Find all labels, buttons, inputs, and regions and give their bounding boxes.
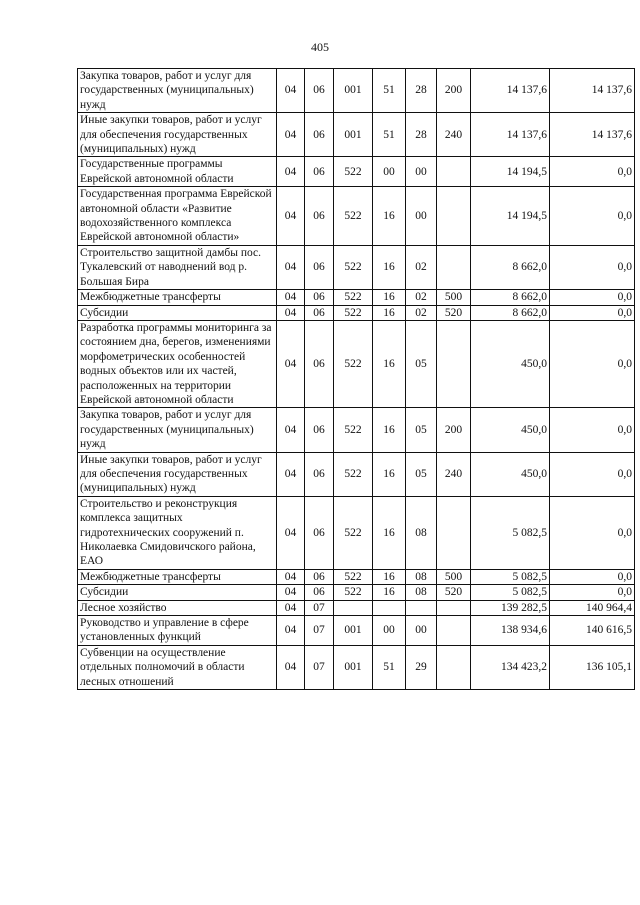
row-target-code-3 xyxy=(406,600,437,615)
table-row xyxy=(78,645,635,689)
table-row xyxy=(78,305,635,320)
row-target-code-3: 08 xyxy=(406,496,437,569)
row-target-code-2: 51 xyxy=(373,69,406,113)
row-target-code-1: 522 xyxy=(334,496,373,569)
table-row xyxy=(78,452,635,496)
row-target-code-3: 29 xyxy=(406,645,437,689)
row-subsection-code: 07 xyxy=(305,645,334,689)
row-target-code-3: 05 xyxy=(406,320,437,407)
row-target-code-3: 05 xyxy=(406,408,437,452)
row-section-code: 04 xyxy=(277,616,305,646)
row-expense-type-code xyxy=(437,496,471,569)
row-amount-year-1: 8 662,0 xyxy=(471,305,550,320)
row-target-code-1: 522 xyxy=(334,452,373,496)
row-target-code-1: 001 xyxy=(334,645,373,689)
row-target-code-3: 02 xyxy=(406,305,437,320)
row-amount-year-1: 450,0 xyxy=(471,408,550,452)
row-expense-type-code: 200 xyxy=(437,69,471,113)
row-amount-year-1: 5 082,5 xyxy=(471,496,550,569)
row-expense-type-code: 240 xyxy=(437,452,471,496)
row-target-code-1: 522 xyxy=(334,585,373,600)
row-amount-year-1: 8 662,0 xyxy=(471,290,550,305)
row-subsection-code: 06 xyxy=(305,496,334,569)
row-subsection-code: 06 xyxy=(305,320,334,407)
row-amount-year-1: 134 423,2 xyxy=(471,645,550,689)
row-target-code-2 xyxy=(373,600,406,615)
row-section-code: 04 xyxy=(277,569,305,584)
row-expense-type-code xyxy=(437,600,471,615)
row-target-code-2: 16 xyxy=(373,452,406,496)
table-row xyxy=(78,113,635,157)
row-amount-year-2: 14 137,6 xyxy=(550,69,635,113)
row-amount-year-1: 14 137,6 xyxy=(471,69,550,113)
row-amount-year-1: 139 282,5 xyxy=(471,600,550,615)
row-subsection-code: 06 xyxy=(305,408,334,452)
table-row xyxy=(78,187,635,246)
row-amount-year-2: 0,0 xyxy=(550,569,635,584)
row-name: Межбюджетные трансферты xyxy=(78,290,277,305)
row-amount-year-1: 8 662,0 xyxy=(471,245,550,289)
row-expense-type-code xyxy=(437,157,471,187)
row-name: Субвенции на осуществление отдельных полномочий в области лесных отношений xyxy=(78,645,277,689)
row-target-code-2: 16 xyxy=(373,585,406,600)
row-section-code: 04 xyxy=(277,245,305,289)
row-target-code-1 xyxy=(334,600,373,615)
row-target-code-1: 522 xyxy=(334,290,373,305)
table-row xyxy=(78,69,635,113)
table-row xyxy=(78,600,635,615)
row-target-code-1: 522 xyxy=(334,320,373,407)
row-name: Лесное хозяйство xyxy=(78,600,277,615)
row-section-code: 04 xyxy=(277,305,305,320)
row-amount-year-1: 14 194,5 xyxy=(471,187,550,246)
row-amount-year-2: 0,0 xyxy=(550,157,635,187)
row-amount-year-2: 140 964,4 xyxy=(550,600,635,615)
row-section-code: 04 xyxy=(277,452,305,496)
row-section-code: 04 xyxy=(277,320,305,407)
row-target-code-3: 00 xyxy=(406,187,437,246)
row-section-code: 04 xyxy=(277,290,305,305)
row-target-code-3: 05 xyxy=(406,452,437,496)
row-subsection-code: 06 xyxy=(305,245,334,289)
row-target-code-1: 522 xyxy=(334,408,373,452)
row-section-code: 04 xyxy=(277,600,305,615)
row-target-code-1: 001 xyxy=(334,69,373,113)
row-subsection-code: 06 xyxy=(305,113,334,157)
table-row xyxy=(78,320,635,407)
table-row xyxy=(78,245,635,289)
row-amount-year-2: 0,0 xyxy=(550,305,635,320)
table-row xyxy=(78,616,635,646)
row-name: Межбюджетные трансферты xyxy=(78,569,277,584)
row-amount-year-1: 5 082,5 xyxy=(471,585,550,600)
page-number: 405 xyxy=(311,40,329,54)
row-name: Закупка товаров, работ и услуг для государственных (муниципальных) нужд xyxy=(78,408,277,452)
table-row xyxy=(78,157,635,187)
row-section-code: 04 xyxy=(277,408,305,452)
row-amount-year-2: 0,0 xyxy=(550,187,635,246)
row-amount-year-1: 450,0 xyxy=(471,452,550,496)
table-row xyxy=(78,290,635,305)
row-name: Государственная программа Еврейской автономной области «Развитие водохозяйственного комплекса Еврейской автономной области» xyxy=(78,187,277,246)
row-amount-year-2: 0,0 xyxy=(550,496,635,569)
row-name: Государственные программы Еврейской автономной области xyxy=(78,157,277,187)
row-subsection-code: 06 xyxy=(305,157,334,187)
row-subsection-code: 06 xyxy=(305,452,334,496)
row-subsection-code: 07 xyxy=(305,600,334,615)
row-target-code-1: 522 xyxy=(334,569,373,584)
row-target-code-1: 522 xyxy=(334,157,373,187)
row-target-code-2: 16 xyxy=(373,305,406,320)
row-amount-year-1: 450,0 xyxy=(471,320,550,407)
row-section-code: 04 xyxy=(277,496,305,569)
row-amount-year-2: 0,0 xyxy=(550,585,635,600)
row-subsection-code: 06 xyxy=(305,187,334,246)
row-subsection-code: 06 xyxy=(305,69,334,113)
row-amount-year-1: 14 194,5 xyxy=(471,157,550,187)
row-section-code: 04 xyxy=(277,69,305,113)
row-name: Субсидии xyxy=(78,585,277,600)
row-amount-year-2: 0,0 xyxy=(550,245,635,289)
row-subsection-code: 06 xyxy=(305,569,334,584)
table-row xyxy=(78,408,635,452)
row-target-code-2: 00 xyxy=(373,616,406,646)
row-name: Иные закупки товаров, работ и услуг для обеспечения государственных (муниципальных) нужд xyxy=(78,113,277,157)
row-target-code-1: 522 xyxy=(334,187,373,246)
row-target-code-2: 51 xyxy=(373,645,406,689)
row-expense-type-code: 500 xyxy=(437,290,471,305)
row-expense-type-code xyxy=(437,245,471,289)
budget-table xyxy=(77,68,635,690)
row-amount-year-2: 136 105,1 xyxy=(550,645,635,689)
row-target-code-3: 02 xyxy=(406,290,437,305)
row-name: Иные закупки товаров, работ и услуг для обеспечения государственных (муниципальных) нужд xyxy=(78,452,277,496)
row-expense-type-code xyxy=(437,645,471,689)
row-expense-type-code: 520 xyxy=(437,305,471,320)
row-subsection-code: 06 xyxy=(305,290,334,305)
row-name: Руководство и управление в сфере установленных функций xyxy=(78,616,277,646)
row-target-code-2: 16 xyxy=(373,320,406,407)
table-row xyxy=(78,496,635,569)
row-name: Строительство защитной дамбы пос. Тукалевский от наводнений вод р. Большая Бира xyxy=(78,245,277,289)
row-section-code: 04 xyxy=(277,113,305,157)
row-section-code: 04 xyxy=(277,187,305,246)
row-target-code-3: 02 xyxy=(406,245,437,289)
row-target-code-3: 28 xyxy=(406,69,437,113)
row-target-code-2: 16 xyxy=(373,290,406,305)
row-amount-year-2: 0,0 xyxy=(550,320,635,407)
row-target-code-2: 51 xyxy=(373,113,406,157)
row-target-code-2: 16 xyxy=(373,569,406,584)
row-target-code-3: 08 xyxy=(406,585,437,600)
row-amount-year-2: 0,0 xyxy=(550,452,635,496)
row-name: Разработка программы мониторинга за состоянием дна, берегов, изменениями морфометрических особенностей водных объектов или их частей, расположенных на территории Еврейской автономной области xyxy=(78,320,277,407)
table-row xyxy=(78,585,635,600)
row-amount-year-1: 14 137,6 xyxy=(471,113,550,157)
row-target-code-2: 16 xyxy=(373,245,406,289)
row-target-code-1: 522 xyxy=(334,245,373,289)
row-amount-year-2: 14 137,6 xyxy=(550,113,635,157)
row-target-code-3: 00 xyxy=(406,157,437,187)
row-expense-type-code: 240 xyxy=(437,113,471,157)
row-subsection-code: 07 xyxy=(305,616,334,646)
row-amount-year-2: 140 616,5 xyxy=(550,616,635,646)
row-target-code-1: 001 xyxy=(334,616,373,646)
row-expense-type-code: 200 xyxy=(437,408,471,452)
row-target-code-2: 00 xyxy=(373,157,406,187)
row-section-code: 04 xyxy=(277,645,305,689)
row-target-code-2: 16 xyxy=(373,496,406,569)
table-row xyxy=(78,569,635,584)
row-name: Закупка товаров, работ и услуг для государственных (муниципальных) нужд xyxy=(78,69,277,113)
row-section-code: 04 xyxy=(277,157,305,187)
row-expense-type-code: 520 xyxy=(437,585,471,600)
row-target-code-1: 001 xyxy=(334,113,373,157)
row-target-code-2: 16 xyxy=(373,187,406,246)
row-subsection-code: 06 xyxy=(305,305,334,320)
row-amount-year-1: 138 934,6 xyxy=(471,616,550,646)
row-amount-year-1: 5 082,5 xyxy=(471,569,550,584)
row-subsection-code: 06 xyxy=(305,585,334,600)
row-target-code-3: 28 xyxy=(406,113,437,157)
row-amount-year-2: 0,0 xyxy=(550,408,635,452)
row-expense-type-code xyxy=(437,616,471,646)
row-expense-type-code: 500 xyxy=(437,569,471,584)
row-target-code-3: 00 xyxy=(406,616,437,646)
row-target-code-1: 522 xyxy=(334,305,373,320)
row-expense-type-code xyxy=(437,187,471,246)
row-target-code-3: 08 xyxy=(406,569,437,584)
row-target-code-2: 16 xyxy=(373,408,406,452)
row-section-code: 04 xyxy=(277,585,305,600)
row-expense-type-code xyxy=(437,320,471,407)
row-name: Субсидии xyxy=(78,305,277,320)
row-amount-year-2: 0,0 xyxy=(550,290,635,305)
row-name: Строительство и реконструкция комплекса защитных гидротехнических сооружений п. Николаевка Смидовичского района, ЕАО xyxy=(78,496,277,569)
